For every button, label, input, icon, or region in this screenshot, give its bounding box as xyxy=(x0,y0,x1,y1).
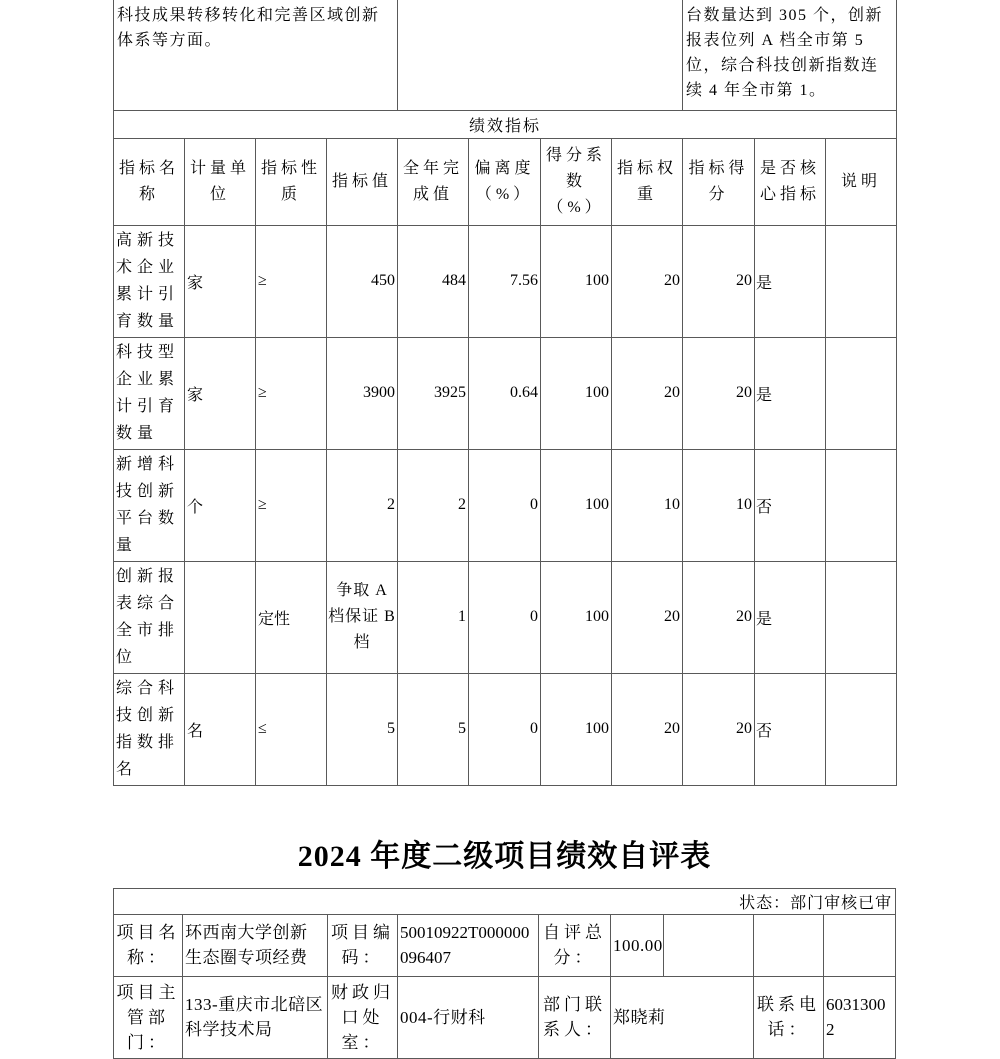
col-header-score: 指标得分 xyxy=(683,138,755,225)
continuation-cell-middle xyxy=(398,0,683,110)
indicator-unit-cell xyxy=(185,561,256,673)
indicator-weight-cell: 20 xyxy=(612,673,683,785)
indicator-name-cell: 高新技术企业累计引育数量 xyxy=(114,225,185,337)
indicator-note-cell xyxy=(826,561,897,673)
indicator-core-cell: 是 xyxy=(755,225,826,337)
indicator-target-cell: 5 xyxy=(327,673,398,785)
empty-cell xyxy=(754,914,824,976)
phone-value: 60313002 xyxy=(824,976,896,1058)
empty-cell xyxy=(664,914,754,976)
col-header-nature: 指标性质 xyxy=(256,138,327,225)
col-header-unit: 计量单位 xyxy=(185,138,256,225)
indicator-score-cell: 20 xyxy=(683,337,755,449)
indicator-completed-cell: 5 xyxy=(398,673,469,785)
indicator-core-cell: 是 xyxy=(755,561,826,673)
indicator-weight-cell: 20 xyxy=(612,225,683,337)
indicator-weight-cell: 20 xyxy=(612,561,683,673)
continuation-cell-right: 台数量达到 305 个，创新报表位列 A 档全市第 5 位，综合科技创新指数连续 4 年全市第 1。 xyxy=(683,0,897,110)
col-header-completed-value: 全年完成值 xyxy=(398,138,469,225)
indicator-core-cell: 否 xyxy=(755,673,826,785)
supervising-dept-value: 133-重庆市北碚区科学技术局 xyxy=(183,976,328,1058)
dept-contact-label: 部门联系人： xyxy=(539,976,611,1058)
indicator-score-cell: 20 xyxy=(683,561,755,673)
indicator-nature-cell: ≥ xyxy=(256,337,327,449)
indicator-coefficient-cell: 100 xyxy=(541,673,612,785)
finance-office-value: 004-行财科 xyxy=(398,976,539,1058)
indicator-unit-cell: 名 xyxy=(185,673,256,785)
indicator-nature-cell: 定性 xyxy=(256,561,327,673)
indicator-unit-cell: 家 xyxy=(185,337,256,449)
col-header-indicator-name: 指标名称 xyxy=(114,138,185,225)
self-eval-info-table xyxy=(113,888,896,1059)
document-content xyxy=(113,0,896,1059)
indicator-completed-cell: 484 xyxy=(398,225,469,337)
empty-cell xyxy=(824,914,896,976)
section-banner-row xyxy=(114,110,897,138)
indicator-score-cell: 20 xyxy=(683,225,755,337)
indicator-unit-cell: 个 xyxy=(185,449,256,561)
indicator-target-cell: 争取 A 档保证 B 档 xyxy=(327,561,398,673)
indicator-weight-cell: 20 xyxy=(612,337,683,449)
indicator-coefficient-cell: 100 xyxy=(541,449,612,561)
dept-contact-value: 郑晓莉 xyxy=(611,976,754,1058)
indicator-name-cell: 综合科技创新指数排名 xyxy=(114,673,185,785)
indicator-nature-cell: ≥ xyxy=(256,225,327,337)
finance-office-label: 财政归口处室： xyxy=(328,976,398,1058)
project-info-row-1 xyxy=(114,914,896,976)
col-header-weight: 指标权重 xyxy=(612,138,683,225)
project-code-label: 项目编码： xyxy=(328,914,398,976)
phone-label: 联系电话： xyxy=(754,976,824,1058)
indicator-completed-cell: 2 xyxy=(398,449,469,561)
indicator-completed-cell: 1 xyxy=(398,561,469,673)
indicator-core-cell: 是 xyxy=(755,337,826,449)
indicator-name-cell: 创新报表综合全市排位 xyxy=(114,561,185,673)
indicator-deviation-cell: 0.64 xyxy=(469,337,541,449)
indicator-note-cell xyxy=(826,449,897,561)
indicator-unit-cell: 家 xyxy=(185,225,256,337)
continuation-row xyxy=(114,0,897,110)
col-header-core-indicator: 是否核心指标 xyxy=(755,138,826,225)
supervising-dept-label: 项目主管部门： xyxy=(114,976,183,1058)
status-text: 状态：部门审核已审 xyxy=(114,888,896,914)
document-title: 2024 年度二级项目绩效自评表 xyxy=(297,839,712,873)
indicator-core-cell: 否 xyxy=(755,449,826,561)
indicator-deviation-cell: 0 xyxy=(469,673,541,785)
self-score-label: 自评总分： xyxy=(539,914,611,976)
col-header-score-coefficient: 得分系数（%） xyxy=(541,138,612,225)
indicator-row xyxy=(114,673,897,785)
indicator-note-cell xyxy=(826,337,897,449)
indicator-coefficient-cell: 100 xyxy=(541,337,612,449)
indicator-completed-cell: 3925 xyxy=(398,337,469,449)
continuation-cell-left: 科技成果转移转化和完善区域创新体系等方面。 xyxy=(114,0,398,110)
indicator-name-cell: 新增科技创新平台数量 xyxy=(114,449,185,561)
performance-indicators-banner: 绩效指标 xyxy=(114,110,897,138)
indicator-score-cell: 20 xyxy=(683,673,755,785)
indicator-row xyxy=(114,449,897,561)
col-header-target-value: 指标值 xyxy=(327,138,398,225)
self-score-value: 100.00 xyxy=(611,914,664,976)
indicator-target-cell: 2 xyxy=(327,449,398,561)
col-header-note: 说明 xyxy=(826,138,897,225)
indicator-name-cell: 科技型企业累计引育数量 xyxy=(114,337,185,449)
col-header-deviation: 偏离度（%） xyxy=(469,138,541,225)
performance-indicator-table xyxy=(113,0,897,786)
indicator-row xyxy=(114,337,897,449)
indicator-deviation-cell: 0 xyxy=(469,561,541,673)
indicator-header-row xyxy=(114,138,897,225)
indicator-nature-cell: ≥ xyxy=(256,449,327,561)
indicator-target-cell: 450 xyxy=(327,225,398,337)
indicator-coefficient-cell: 100 xyxy=(541,561,612,673)
indicator-deviation-cell: 7.56 xyxy=(469,225,541,337)
indicator-coefficient-cell: 100 xyxy=(541,225,612,337)
project-code-value: 50010922T000000096407 xyxy=(398,914,539,976)
indicator-deviation-cell: 0 xyxy=(469,449,541,561)
project-name-label: 项目名称： xyxy=(114,914,183,976)
indicator-weight-cell: 10 xyxy=(612,449,683,561)
indicator-row xyxy=(114,225,897,337)
indicator-row xyxy=(114,561,897,673)
status-row xyxy=(114,888,896,914)
project-info-row-2 xyxy=(114,976,896,1058)
indicator-note-cell xyxy=(826,225,897,337)
project-name-value: 环西南大学创新生态圈专项经费 xyxy=(183,914,328,976)
indicator-target-cell: 3900 xyxy=(327,337,398,449)
indicator-score-cell: 10 xyxy=(683,449,755,561)
indicator-note-cell xyxy=(826,673,897,785)
indicator-nature-cell: ≤ xyxy=(256,673,327,785)
